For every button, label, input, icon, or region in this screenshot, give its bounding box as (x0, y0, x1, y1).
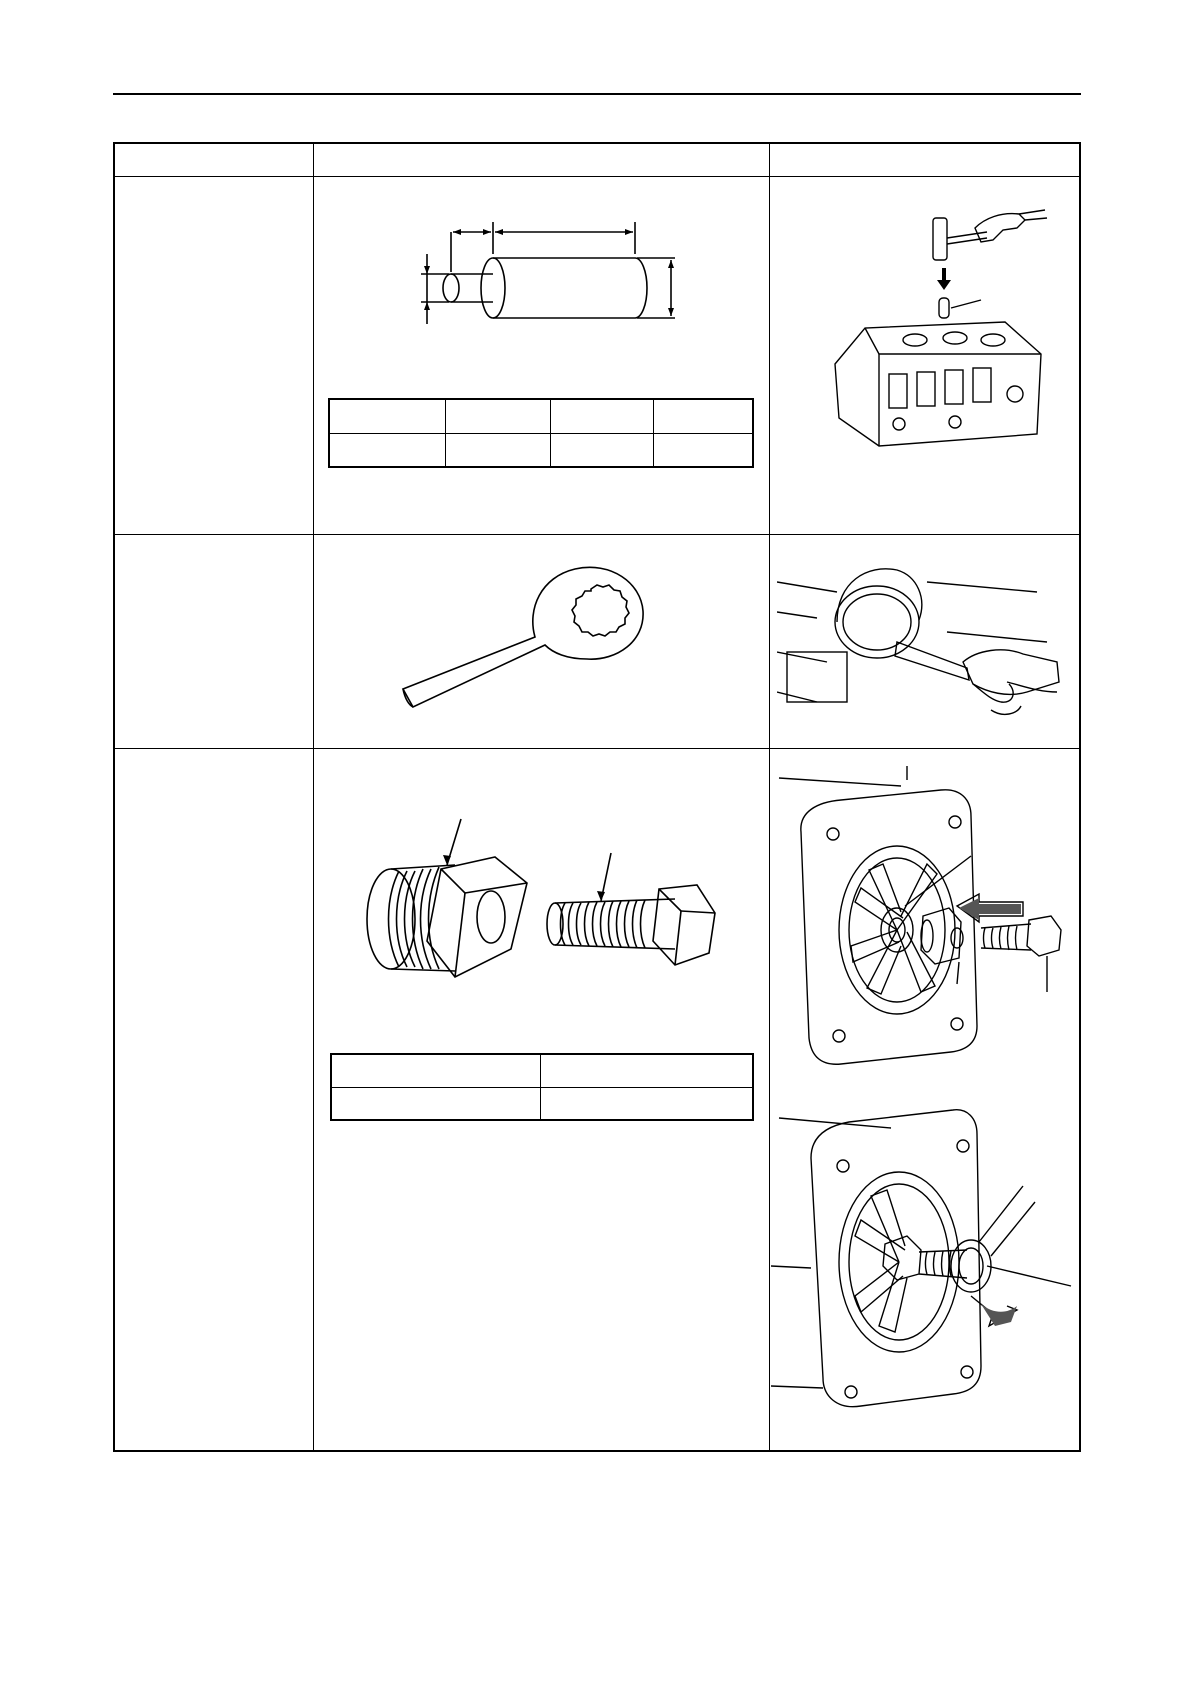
special-tools-table (113, 142, 1081, 1452)
impeller-puller-installation-icon (771, 766, 1079, 1446)
pin-dimension-table (328, 398, 754, 468)
header-rule (113, 93, 1081, 95)
threaded-adapter-and-bolt-icon (355, 809, 725, 1019)
header-row-divider (115, 176, 1079, 177)
row-divider (115, 534, 1079, 535)
column-divider (769, 144, 770, 1450)
row-divider (115, 748, 1079, 749)
column-divider (313, 144, 314, 1450)
adapter-dimension-table (330, 1053, 754, 1121)
ring-spanner-wrench-icon (395, 549, 685, 729)
hammer-driving-pin-into-cylinder-head-icon (805, 204, 1075, 454)
stepped-pin-drift-icon (375, 184, 715, 329)
hands-turning-filter-wrench-icon (777, 542, 1077, 742)
